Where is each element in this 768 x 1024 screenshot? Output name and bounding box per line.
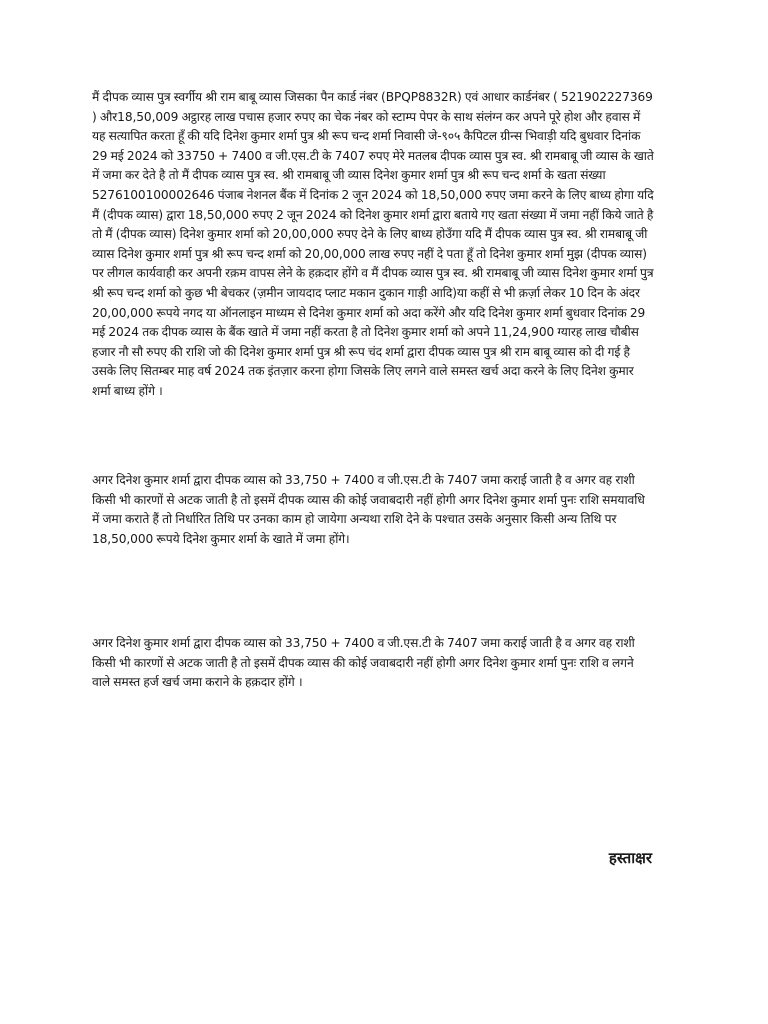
paragraph-text: अगर दिनेश कुमार शर्मा द्वारा दीपक व्यास को 33,750 + 7400 व जी.एस.टी के 7407 जमा कराई जाती है व अगर वह राशी किसी भी कारणों से अटक जाती है तो इसमें दीपक व्यास की कोई जवाबदारी नहीं होगी अगर दिनेश कुमार शर्मा पुनः राशि व लगने वाले समस्त हर्ज खर्च जमा कराने के हक़दार होंगे । <box>92 636 635 690</box>
liability-paragraph <box>92 634 654 693</box>
declaration-paragraph <box>92 88 654 402</box>
deposit-condition-paragraph <box>92 471 654 549</box>
paragraph-text: मैं दीपक व्यास पुत्र स्वर्गीय श्री राम बाबू व्यास जिसका पैन कार्ड नंबर (BPQP8832R) एवं आधार कार्डनंबर ( 521902227369 ) और18,50,009 अट्ठारह लाख पचास हजार रुपए का चेक नंबर को स्टाम्प पेपर के साथ संलंग्न कर अपने पूरे होश और हवास में यह सत्यापित करता हूँ की यदि दिनेश कुमार शर्मा पुत्र श्री रूप चन्द शर्मा निवासी जे-९०५ कैपिटल ग्रीन्स भिवाड़ी यदि बुधवार दिनांक 29 मई 2024 को 33750 + 7400 व जी.एस.टी के 7407 रुपए मेरे मतलब दीपक व्यास पुत्र स्व. श्री रामबाबू जी व्यास के खाते में जमा कर देते है तो मैं दीपक व्यास पुत्र स्व. श्री रामबाबू जी व्यास दिनेश कुमार शर्मा पुत्र श्री रूप चन्द शर्मा के खता संख्या 5276100100002646 पंजाब नेशनल बैंक में दिनांक 2 जून 2024 को 18,50,000 रुपए जमा करने के लिए बाध्य होगा यदि मैं (दीपक व्यास) द्वारा 18,50,000 रुपए 2 जून 2024 को दिनेश कुमार शर्मा द्वारा बताये गए खता संख्या में जमा नहीं किये जाते है तो मैं (दीपक व्यास) दिनेश कुमार शर्मा को 20,00,000 रुपए देने के लिए बाध्य होउँगा यदि मैं दीपक व्यास पुत्र स्व. श्री रामबाबू जी व्यास दिनेश कुमार शर्मा पुत्र श्री रूप चन्द शर्मा को 20,00,000 लाख रुपए नहीं दे पता हूँ तो दिनेश कुमार शर्मा मुझ (दीपक व्यास) पर लीगल कार्यवाही कर अपनी रक़म वापस लेने के हक़दार होंगे व मैं दीपक व्यास पुत्र स्व. श्री रामबाबू जी व्यास दिनेश कुमार शर्मा पुत्र श्री रूप चन्द शर्मा को कुछ भी बेचकर (ज़मीन जायदाद प्लाट मकान दुकान गाड़ी आदि)या कहीं से भी क़र्ज़ा लेकर 10 दिन के अंदर 20,00,000 रूपये नगद या ऑनलाइन माध्यम से दिनेश कुमार शर्मा को अदा करेंगे और यदि दिनेश कुमार शर्मा बुधवार दिनांक 29 मई 2024 तक दीपक व्यास के बैंक खाते में जमा नहीं करता है तो दिनेश कुमार शर्मा को अपने 11,24,900 ग्यारह लाख चौबीस हजार नौ सौ रुपए की राशि जो की दिनेश कुमार शर्मा पुत्र श्री रूप चंद शर्मा द्वारा दीपक व्यास पुत्र श्री राम बाबू व्यास को दी गई है उसके लिए सितम्बर माह वर्ष 2024 तक इंतज़ार करना होगा जिसके लिए लगने वाले समस्त खर्च अदा करने के लिए दिनेश कुमार शर्मा बाध्य होंगे । <box>92 90 654 398</box>
paragraph-text: अगर दिनेश कुमार शर्मा द्वारा दीपक व्यास को 33,750 + 7400 व जी.एस.टी के 7407 जमा कराई जाती है व अगर वह राशी किसी भी कारणों से अटक जाती है तो इसमें दीपक व्यास की कोई जवाबदारी नहीं होगी अगर दिनेश कुमार शर्मा पुनः राशि समयावधि में जमा कराते हैं तो निर्धारित तिथि पर उनका काम हो जायेगा अन्यथा राशि देने के पश्चात उसके अनुसार किसी अन्य तिथि पर 18,50,000 रूपये दिनेश कुमार शर्मा के खाते में जमा होंगे। <box>92 473 645 546</box>
signature-label: हस्ताक्षर <box>608 849 652 867</box>
